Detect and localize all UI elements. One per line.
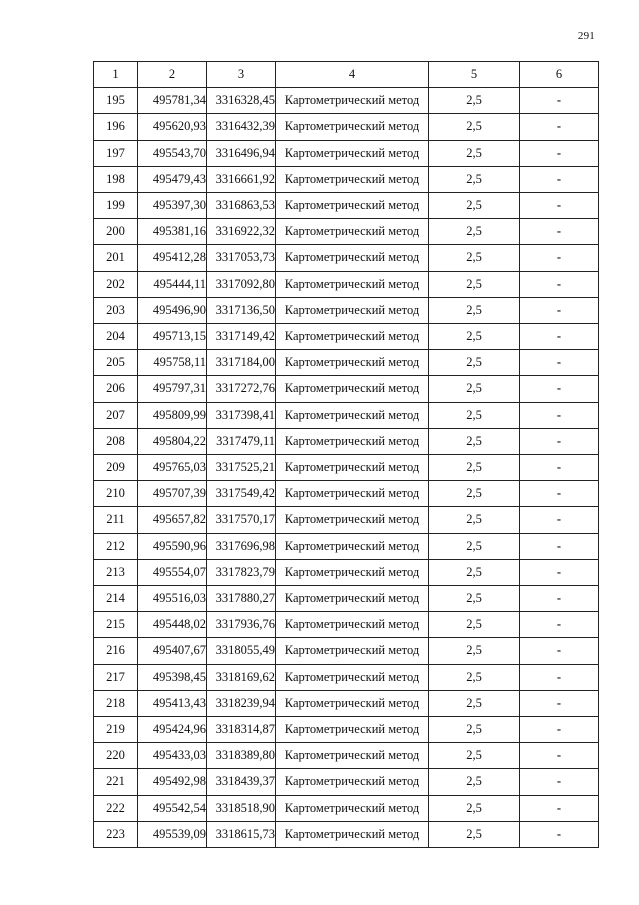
table-row	[94, 769, 599, 795]
x-coordinate-cell: 495542,54	[138, 795, 207, 821]
accuracy-cell: 2,5	[429, 324, 520, 350]
point-number-cell: 219	[94, 717, 138, 743]
method-cell: Картометрический метод	[276, 350, 429, 376]
method-cell: Картометрический метод	[276, 559, 429, 585]
table-row	[94, 533, 599, 559]
table-row	[94, 559, 599, 585]
accuracy-cell: 2,5	[429, 638, 520, 664]
note-cell: -	[520, 350, 599, 376]
note-cell: -	[520, 795, 599, 821]
accuracy-cell: 2,5	[429, 795, 520, 821]
y-coordinate-cell: 3316328,45	[207, 88, 276, 114]
accuracy-cell: 2,5	[429, 769, 520, 795]
column-header-5: 5	[429, 62, 520, 88]
table-row	[94, 821, 599, 847]
x-coordinate-cell: 495424,96	[138, 717, 207, 743]
table-row	[94, 376, 599, 402]
note-cell: -	[520, 481, 599, 507]
column-header-4: 4	[276, 62, 429, 88]
table-row	[94, 743, 599, 769]
note-cell: -	[520, 271, 599, 297]
note-cell: -	[520, 324, 599, 350]
accuracy-cell: 2,5	[429, 717, 520, 743]
note-cell: -	[520, 88, 599, 114]
y-coordinate-cell: 3317272,76	[207, 376, 276, 402]
note-cell: -	[520, 166, 599, 192]
point-number-cell: 223	[94, 821, 138, 847]
table-row	[94, 717, 599, 743]
table-row	[94, 166, 599, 192]
note-cell: -	[520, 245, 599, 271]
y-coordinate-cell: 3318314,87	[207, 717, 276, 743]
x-coordinate-cell: 495407,67	[138, 638, 207, 664]
method-cell: Картометрический метод	[276, 769, 429, 795]
table-row	[94, 402, 599, 428]
table-row	[94, 638, 599, 664]
y-coordinate-cell: 3318439,37	[207, 769, 276, 795]
accuracy-cell: 2,5	[429, 690, 520, 716]
y-coordinate-cell: 3317398,41	[207, 402, 276, 428]
table-row	[94, 271, 599, 297]
y-coordinate-cell: 3316863,53	[207, 193, 276, 219]
table-row	[94, 690, 599, 716]
table-row	[94, 245, 599, 271]
coordinates-table	[93, 61, 599, 848]
table-row	[94, 586, 599, 612]
table-row	[94, 612, 599, 638]
point-number-cell: 215	[94, 612, 138, 638]
x-coordinate-cell: 495707,39	[138, 481, 207, 507]
table-body	[94, 88, 599, 848]
point-number-cell: 207	[94, 402, 138, 428]
method-cell: Картометрический метод	[276, 821, 429, 847]
note-cell: -	[520, 297, 599, 323]
point-number-cell: 220	[94, 743, 138, 769]
table-row	[94, 350, 599, 376]
note-cell: -	[520, 507, 599, 533]
x-coordinate-cell: 495657,82	[138, 507, 207, 533]
point-number-cell: 221	[94, 769, 138, 795]
method-cell: Картометрический метод	[276, 219, 429, 245]
method-cell: Картометрический метод	[276, 612, 429, 638]
table-row	[94, 664, 599, 690]
y-coordinate-cell: 3316432,39	[207, 114, 276, 140]
accuracy-cell: 2,5	[429, 376, 520, 402]
point-number-cell: 196	[94, 114, 138, 140]
y-coordinate-cell: 3317053,73	[207, 245, 276, 271]
table-row	[94, 114, 599, 140]
point-number-cell: 204	[94, 324, 138, 350]
y-coordinate-cell: 3318389,80	[207, 743, 276, 769]
point-number-cell: 206	[94, 376, 138, 402]
note-cell: -	[520, 586, 599, 612]
y-coordinate-cell: 3317570,17	[207, 507, 276, 533]
note-cell: -	[520, 690, 599, 716]
method-cell: Картометрический метод	[276, 533, 429, 559]
note-cell: -	[520, 219, 599, 245]
y-coordinate-cell: 3317936,76	[207, 612, 276, 638]
x-coordinate-cell: 495397,30	[138, 193, 207, 219]
table-header	[94, 62, 599, 88]
y-coordinate-cell: 3316661,92	[207, 166, 276, 192]
y-coordinate-cell: 3318615,73	[207, 821, 276, 847]
table-row	[94, 219, 599, 245]
point-number-cell: 200	[94, 219, 138, 245]
table-row	[94, 481, 599, 507]
column-header-1: 1	[94, 62, 138, 88]
y-coordinate-cell: 3317149,42	[207, 324, 276, 350]
accuracy-cell: 2,5	[429, 481, 520, 507]
x-coordinate-cell: 495448,02	[138, 612, 207, 638]
y-coordinate-cell: 3317092,80	[207, 271, 276, 297]
x-coordinate-cell: 495492,98	[138, 769, 207, 795]
y-coordinate-cell: 3317479,11	[207, 428, 276, 454]
x-coordinate-cell: 495479,43	[138, 166, 207, 192]
accuracy-cell: 2,5	[429, 821, 520, 847]
point-number-cell: 213	[94, 559, 138, 585]
point-number-cell: 222	[94, 795, 138, 821]
method-cell: Картометрический метод	[276, 717, 429, 743]
x-coordinate-cell: 495516,03	[138, 586, 207, 612]
x-coordinate-cell: 495381,16	[138, 219, 207, 245]
accuracy-cell: 2,5	[429, 507, 520, 533]
point-number-cell: 214	[94, 586, 138, 612]
method-cell: Картометрический метод	[276, 88, 429, 114]
method-cell: Картометрический метод	[276, 664, 429, 690]
y-coordinate-cell: 3317136,50	[207, 297, 276, 323]
point-number-cell: 195	[94, 88, 138, 114]
note-cell: -	[520, 455, 599, 481]
method-cell: Картометрический метод	[276, 507, 429, 533]
table-row	[94, 88, 599, 114]
x-coordinate-cell: 495809,99	[138, 402, 207, 428]
point-number-cell: 198	[94, 166, 138, 192]
note-cell: -	[520, 428, 599, 454]
y-coordinate-cell: 3318239,94	[207, 690, 276, 716]
y-coordinate-cell: 3316496,94	[207, 140, 276, 166]
accuracy-cell: 2,5	[429, 559, 520, 585]
note-cell: -	[520, 402, 599, 428]
accuracy-cell: 2,5	[429, 612, 520, 638]
table-row	[94, 428, 599, 454]
note-cell: -	[520, 821, 599, 847]
note-cell: -	[520, 664, 599, 690]
accuracy-cell: 2,5	[429, 88, 520, 114]
method-cell: Картометрический метод	[276, 140, 429, 166]
y-coordinate-cell: 3317696,98	[207, 533, 276, 559]
column-header-3: 3	[207, 62, 276, 88]
note-cell: -	[520, 743, 599, 769]
y-coordinate-cell: 3318169,62	[207, 664, 276, 690]
y-coordinate-cell: 3318518,90	[207, 795, 276, 821]
method-cell: Картометрический метод	[276, 376, 429, 402]
note-cell: -	[520, 638, 599, 664]
method-cell: Картометрический метод	[276, 743, 429, 769]
x-coordinate-cell: 495590,96	[138, 533, 207, 559]
x-coordinate-cell: 495496,90	[138, 297, 207, 323]
point-number-cell: 209	[94, 455, 138, 481]
point-number-cell: 211	[94, 507, 138, 533]
accuracy-cell: 2,5	[429, 245, 520, 271]
x-coordinate-cell: 495620,93	[138, 114, 207, 140]
y-coordinate-cell: 3317549,42	[207, 481, 276, 507]
method-cell: Картометрический метод	[276, 428, 429, 454]
table-row	[94, 455, 599, 481]
point-number-cell: 217	[94, 664, 138, 690]
note-cell: -	[520, 114, 599, 140]
x-coordinate-cell: 495433,03	[138, 743, 207, 769]
y-coordinate-cell: 3317525,21	[207, 455, 276, 481]
point-number-cell: 212	[94, 533, 138, 559]
accuracy-cell: 2,5	[429, 114, 520, 140]
point-number-cell: 201	[94, 245, 138, 271]
point-number-cell: 199	[94, 193, 138, 219]
x-coordinate-cell: 495444,11	[138, 271, 207, 297]
accuracy-cell: 2,5	[429, 455, 520, 481]
note-cell: -	[520, 717, 599, 743]
accuracy-cell: 2,5	[429, 297, 520, 323]
method-cell: Картометрический метод	[276, 193, 429, 219]
note-cell: -	[520, 612, 599, 638]
accuracy-cell: 2,5	[429, 586, 520, 612]
point-number-cell: 197	[94, 140, 138, 166]
y-coordinate-cell: 3317823,79	[207, 559, 276, 585]
x-coordinate-cell: 495797,31	[138, 376, 207, 402]
y-coordinate-cell: 3317184,00	[207, 350, 276, 376]
accuracy-cell: 2,5	[429, 140, 520, 166]
table-row	[94, 193, 599, 219]
accuracy-cell: 2,5	[429, 219, 520, 245]
accuracy-cell: 2,5	[429, 402, 520, 428]
header-row	[94, 62, 599, 88]
page-number: 291	[577, 30, 595, 42]
method-cell: Картометрический метод	[276, 455, 429, 481]
x-coordinate-cell: 495398,45	[138, 664, 207, 690]
method-cell: Картометрический метод	[276, 402, 429, 428]
accuracy-cell: 2,5	[429, 166, 520, 192]
table-row	[94, 324, 599, 350]
x-coordinate-cell: 495804,22	[138, 428, 207, 454]
point-number-cell: 218	[94, 690, 138, 716]
point-number-cell: 216	[94, 638, 138, 664]
method-cell: Картометрический метод	[276, 297, 429, 323]
y-coordinate-cell: 3318055,49	[207, 638, 276, 664]
method-cell: Картометрический метод	[276, 795, 429, 821]
note-cell: -	[520, 140, 599, 166]
x-coordinate-cell: 495413,43	[138, 690, 207, 716]
x-coordinate-cell: 495543,70	[138, 140, 207, 166]
y-coordinate-cell: 3317880,27	[207, 586, 276, 612]
method-cell: Картометрический метод	[276, 245, 429, 271]
method-cell: Картометрический метод	[276, 638, 429, 664]
method-cell: Картометрический метод	[276, 324, 429, 350]
x-coordinate-cell: 495781,34	[138, 88, 207, 114]
table-row	[94, 795, 599, 821]
column-header-6: 6	[520, 62, 599, 88]
note-cell: -	[520, 559, 599, 585]
table-row	[94, 297, 599, 323]
accuracy-cell: 2,5	[429, 664, 520, 690]
method-cell: Картометрический метод	[276, 690, 429, 716]
point-number-cell: 203	[94, 297, 138, 323]
accuracy-cell: 2,5	[429, 743, 520, 769]
x-coordinate-cell: 495713,15	[138, 324, 207, 350]
accuracy-cell: 2,5	[429, 193, 520, 219]
x-coordinate-cell: 495765,03	[138, 455, 207, 481]
point-number-cell: 208	[94, 428, 138, 454]
x-coordinate-cell: 495539,09	[138, 821, 207, 847]
y-coordinate-cell: 3316922,32	[207, 219, 276, 245]
point-number-cell: 210	[94, 481, 138, 507]
accuracy-cell: 2,5	[429, 271, 520, 297]
note-cell: -	[520, 193, 599, 219]
accuracy-cell: 2,5	[429, 350, 520, 376]
note-cell: -	[520, 769, 599, 795]
x-coordinate-cell: 495554,07	[138, 559, 207, 585]
note-cell: -	[520, 533, 599, 559]
accuracy-cell: 2,5	[429, 428, 520, 454]
table-row	[94, 507, 599, 533]
x-coordinate-cell: 495412,28	[138, 245, 207, 271]
method-cell: Картометрический метод	[276, 586, 429, 612]
point-number-cell: 202	[94, 271, 138, 297]
table-row	[94, 140, 599, 166]
method-cell: Картометрический метод	[276, 481, 429, 507]
accuracy-cell: 2,5	[429, 533, 520, 559]
point-number-cell: 205	[94, 350, 138, 376]
method-cell: Картометрический метод	[276, 166, 429, 192]
x-coordinate-cell: 495758,11	[138, 350, 207, 376]
note-cell: -	[520, 376, 599, 402]
method-cell: Картометрический метод	[276, 271, 429, 297]
column-header-2: 2	[138, 62, 207, 88]
method-cell: Картометрический метод	[276, 114, 429, 140]
